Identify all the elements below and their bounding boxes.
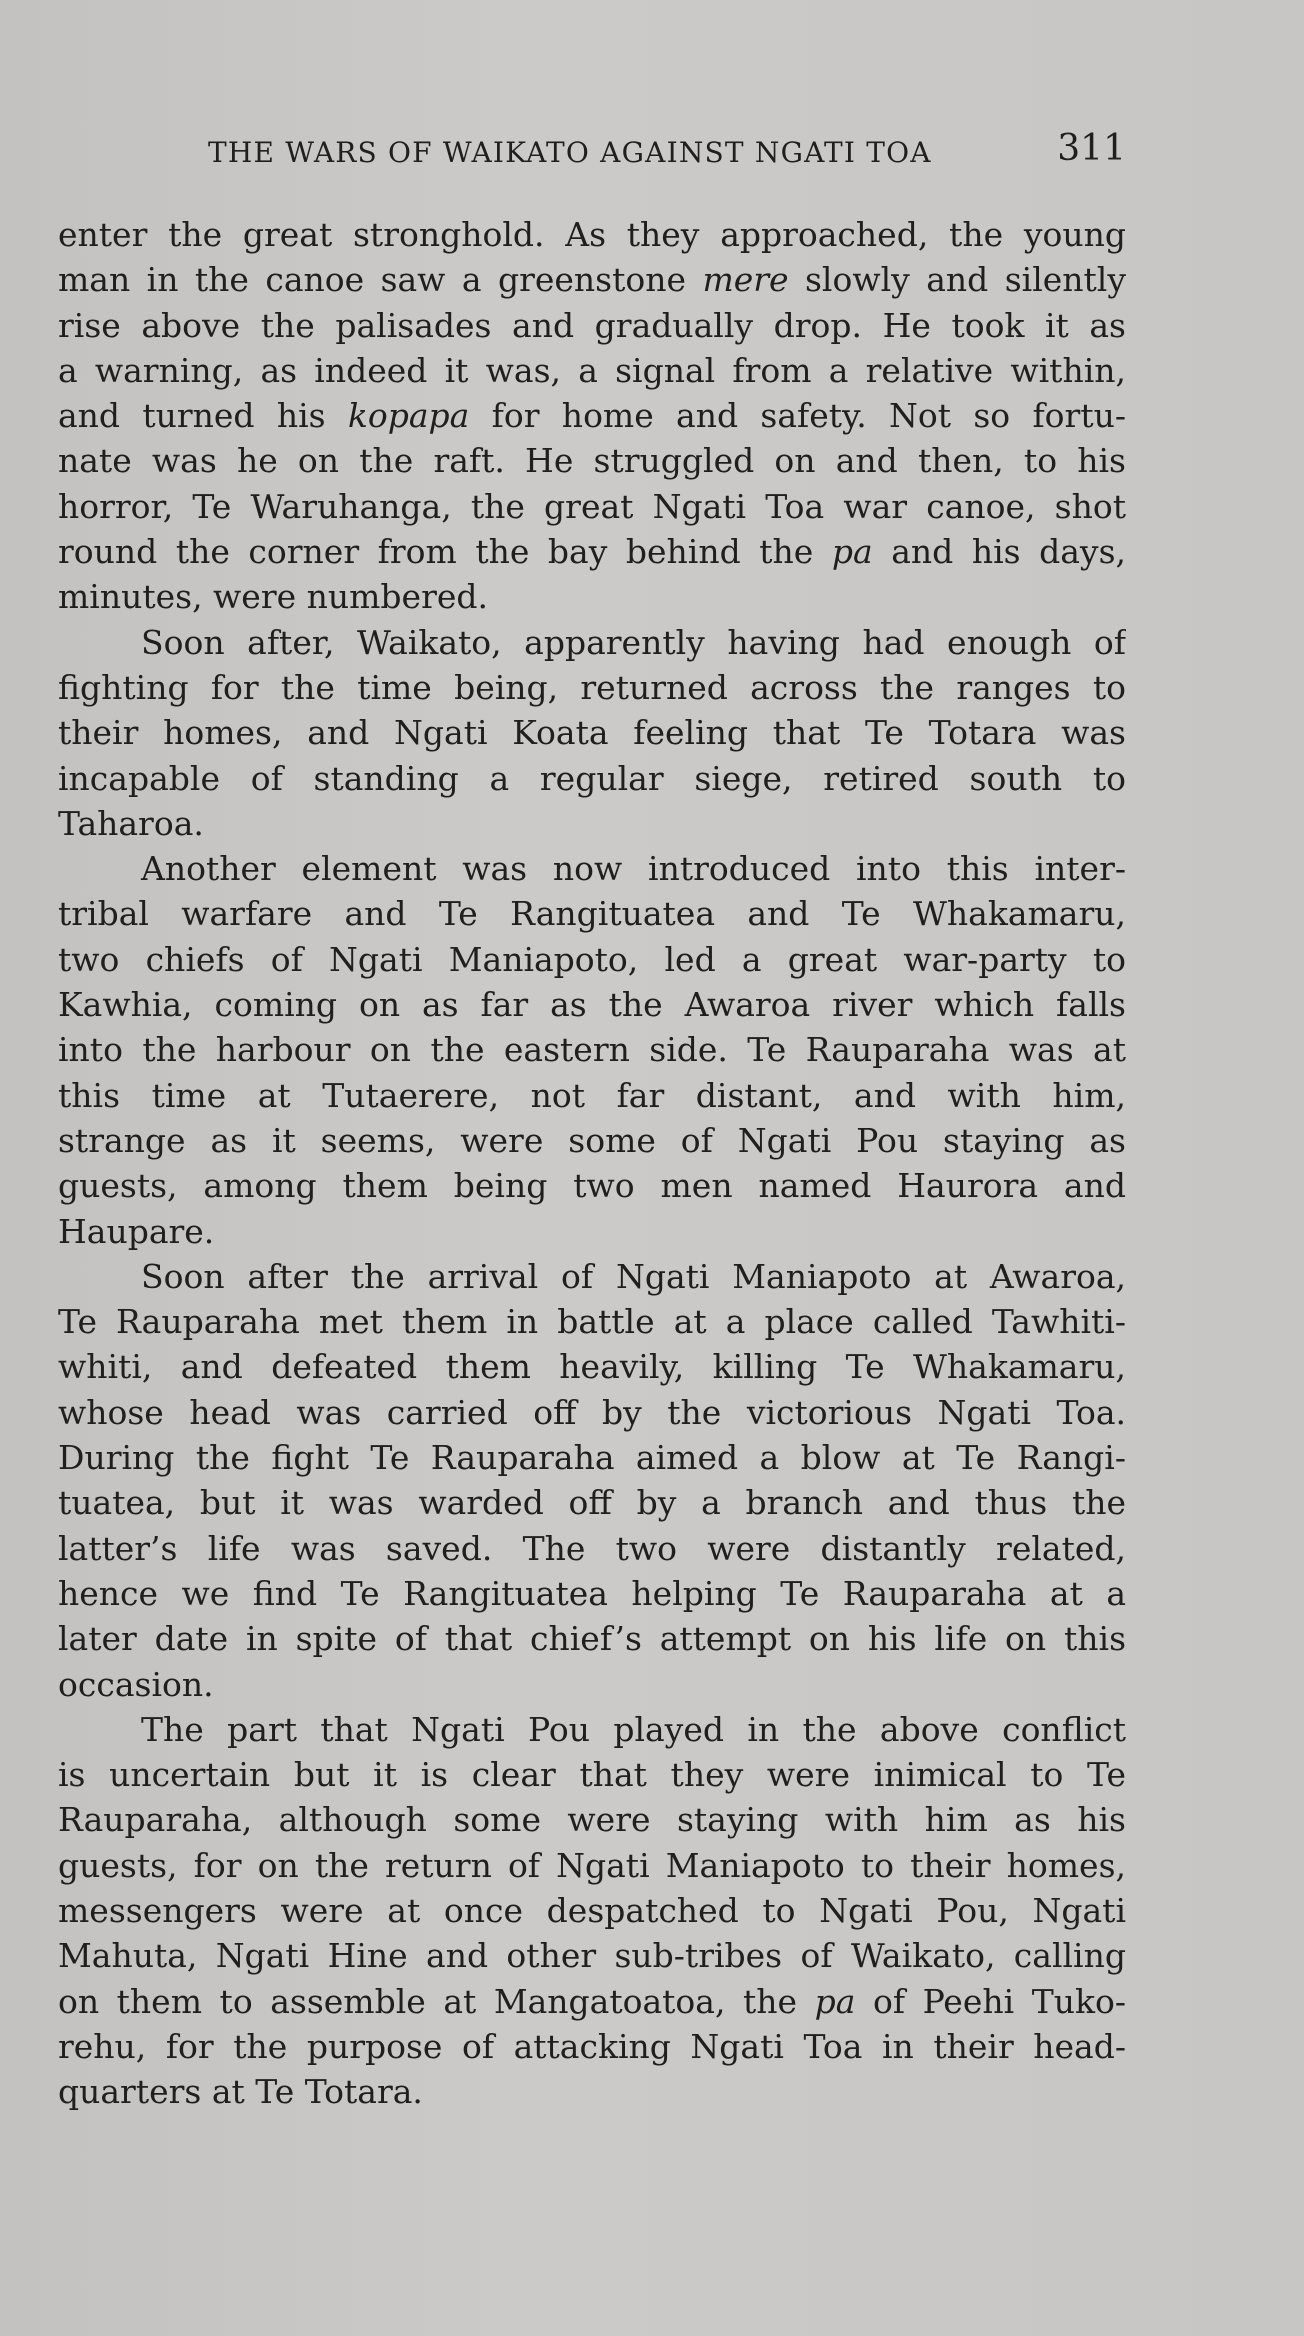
text-line [58,393,1126,438]
text-line [58,303,1126,348]
text-run: tribal warfare and Te Rangituatea and Te Whakamaru, [58,894,1126,934]
text-line [58,1299,1126,1344]
text-run: quarters at Te Totara. [58,2072,423,2112]
text-line [58,1118,1126,1163]
text-line [58,1888,1126,1933]
body-text [58,212,1126,2114]
text-run: this time at Tutaerere, not far distant, and with him, [58,1075,1126,1115]
italic-word: kopapa [347,396,470,436]
text-line [58,1526,1126,1571]
text-line [58,1435,1126,1480]
text-line [58,1797,1126,1842]
text-line [58,1390,1126,1435]
text-line [58,710,1126,755]
text-run: rehu, for the purpose of attacking Ngati Toa in their head- [58,2026,1126,2066]
text-run: Soon after, Waikato, apparently having had enough of [141,622,1126,662]
text-line [58,620,1126,665]
italic-word: mere [702,260,789,300]
text-run: Kawhia, coming on as far as the Awaroa river which falls [58,985,1126,1025]
text-run: latter’s life was saved. The two were distantly related, [58,1528,1126,1568]
text-line [58,1571,1126,1616]
text-run: hence we find Te Rangituatea helping Te Rauparaha at a [58,1573,1126,1613]
text-line [58,1707,1126,1752]
text-run: enter the great stronghold. As they approached, the young [58,215,1126,254]
text-line [58,1209,1126,1254]
text-line [58,484,1126,529]
text-run: messengers were at once despatched to Ngati Pou, Ngati [58,1890,1126,1930]
text-run: occasion. [58,1664,214,1704]
text-line [58,1027,1126,1072]
paragraph [58,620,1126,846]
text-line [58,1480,1126,1525]
text-run: Soon after the arrival of Ngati Maniapoto at Awaroa, [141,1256,1126,1296]
text-line [58,1933,1126,1978]
text-line [58,937,1126,982]
paragraph [58,1254,1126,1707]
text-run: their homes, and Ngati Koata feeling that Te Totara was [58,713,1126,753]
text-run: two chiefs of Ngati Maniapoto, led a great war-party to [58,939,1126,979]
text-run: horror, Te Waruhanga, the great Ngati Toa war canoe, shot [58,486,1126,526]
text-run: later date in spite of that chief’s attempt on his life on this [58,1619,1126,1659]
text-line [58,1254,1126,1299]
text-run: is uncertain but it is clear that they were inimical to Te [58,1755,1126,1795]
text-run: Rauparaha, although some were staying with him as his [58,1800,1126,1840]
text-run: and his days, [872,532,1126,572]
text-line [58,438,1126,483]
text-line [58,1752,1126,1797]
text-run: Haupare. [58,1211,215,1251]
text-run: man in the canoe saw a greenstone [58,260,703,300]
text-run: guests, among them being two men named Haurora and [58,1166,1126,1206]
text-line [58,1662,1126,1707]
text-line [58,846,1126,891]
text-run: whose head was carried off by the victorious Ngati Toa. [58,1392,1126,1432]
running-header [58,128,1126,178]
text-line [58,1843,1126,1888]
text-run: on them to assemble at Mangatoatoa, the [58,1981,815,2021]
text-line [58,756,1126,801]
paragraph [58,212,1126,620]
text-run: guests, for on the return of Ngati Maniapoto to their homes, [58,1845,1126,1885]
text-run: whiti, and defeated them heavily, killing Te Whakamaru, [58,1347,1126,1387]
text-run: Another element was now introduced into this inter- [141,849,1126,889]
text-run: strange as it seems, were some of Ngati Pou staying as [58,1120,1126,1160]
text-line [58,665,1126,710]
italic-word: pa [831,532,873,572]
text-run: into the harbour on the eastern side. Te Rauparaha was at [58,1030,1126,1070]
text-run: Mahuta, Ngati Hine and other sub-tribes of Waikato, calling [58,1936,1126,1976]
text-line [58,1073,1126,1118]
text-run: and turned his [58,396,348,436]
text-run: Te Rauparaha met them in battle at a place called Tawhiti- [58,1302,1126,1342]
text-run: for home and safety. Not so fortu- [469,396,1126,436]
text-run: tuatea, but it was warded off by a branch and thus the [58,1483,1126,1523]
text-line [58,212,1126,257]
paragraph [58,846,1126,1254]
text-line [58,891,1126,936]
text-line [58,257,1126,302]
running-title: THE WARS OF WAIKATO AGAINST NGATI TOA [208,136,932,169]
text-line [58,982,1126,1027]
text-line [58,1163,1126,1208]
text-run: incapable of standing a regular siege, retired south to [58,758,1126,798]
italic-word: pa [814,1981,856,2021]
text-line [58,1344,1126,1389]
text-line [58,2024,1126,2069]
text-run: rise above the palisades and gradually drop. He took it as [58,305,1126,345]
text-line [58,1616,1126,1661]
text-line [58,574,1126,619]
text-run: minutes, were numbered. [58,577,488,617]
text-run: round the corner from the bay behind the [58,532,832,572]
text-run: nate was he on the raft. He struggled on and then, to his [58,441,1126,481]
text-line [58,529,1126,574]
text-line [58,801,1126,846]
text-run: The part that Ngati Pou played in the above conflict [141,1709,1126,1749]
text-run: During the fight Te Rauparaha aimed a blow at Te Rangi- [58,1438,1126,1478]
text-run: of Peehi Tuko- [855,1981,1126,2021]
text-line [58,1979,1126,2024]
paragraph [58,1707,1126,2115]
text-run: fighting for the time being, returned across the ranges to [58,667,1126,707]
text-run: slowly and silently [788,260,1126,300]
text-line [58,348,1126,393]
text-line [58,2069,1126,2114]
text-run: Taharoa. [58,803,204,843]
page-number: 311 [1057,128,1126,169]
text-run: a warning, as indeed it was, a signal from a relative within, [58,350,1126,390]
